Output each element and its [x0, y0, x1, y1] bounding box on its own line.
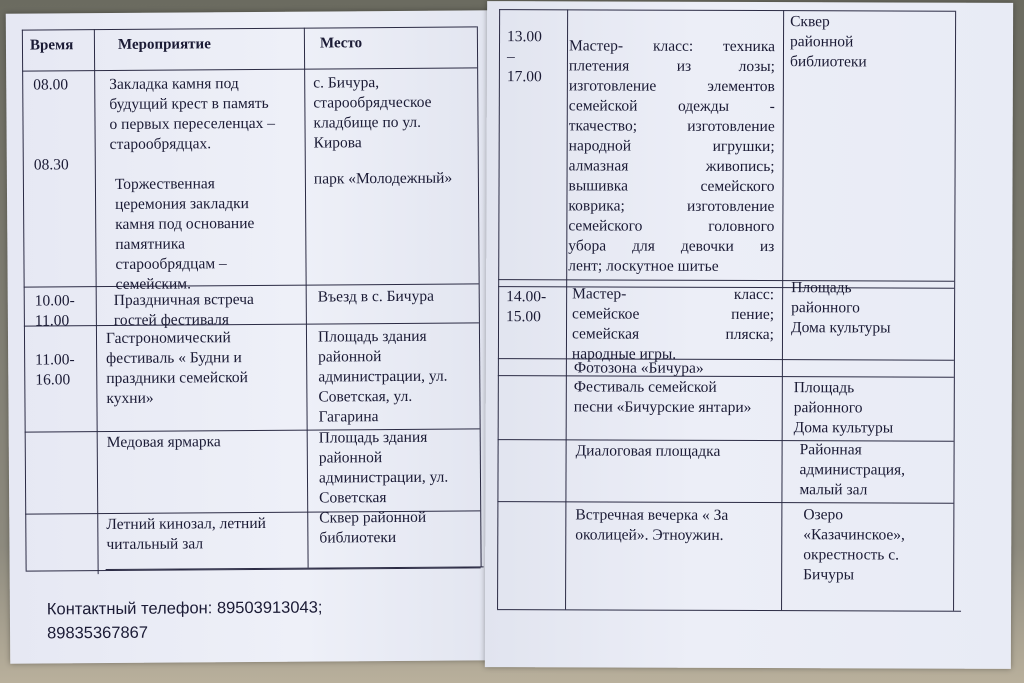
event-line: лент; лоскутное шитье [568, 257, 719, 275]
event-line: вышивка семейского [568, 177, 775, 196]
place-cell: Площадь здания районной администрации, ул. Советская [318, 428, 449, 507]
event-line: коврика; изготовление [568, 197, 775, 216]
time-cell: 10.00- 11.00 [34, 292, 75, 330]
place-cell: Площадь районного Дома культуры [793, 379, 894, 437]
event-line: семейского головного [568, 217, 775, 236]
place-cell: Районная администрация, малый зал [799, 441, 906, 499]
left-page [6, 10, 497, 663]
right-page [485, 1, 1013, 669]
event-cell [572, 284, 774, 365]
event-cell: Закладка камня под будущий крест в память о первых переселенцах – старообрядцах. [109, 75, 276, 153]
time-cell: 14.00- 15.00 [506, 288, 547, 326]
event-cell: Фестиваль семейской песни «Бичурские янтари» [573, 378, 752, 417]
header-event: Мероприятие [117, 36, 211, 53]
header-time: Время [29, 37, 74, 54]
place-cell: Озеро «Казачинское», окрестность с. Бичуры [803, 506, 905, 584]
event-line: народные игры. [571, 345, 677, 363]
time-cell: 13.00 – 17.00 [506, 28, 542, 86]
event-cell: Встречная вечерка « За околицей». Этноужин. [575, 506, 729, 544]
place-cell: Сквер районной библиотеки [319, 508, 427, 547]
event-cell: Гастрономический фестиваль « Будни и праздники семейской кухни» [105, 329, 248, 408]
event-line: алмазная живопись; [568, 157, 775, 176]
event-line: Мастер- класс: техника [568, 37, 776, 56]
event-cell: Летний кинозал, летний читальный зал [106, 514, 266, 554]
event-line: убора для девочки из [568, 237, 775, 256]
place-cell: парк «Молодежный» [313, 169, 453, 188]
event-line: Мастер- класс: [572, 285, 775, 304]
header-place: Место [319, 35, 363, 52]
event-cell: Фотозона «Бичура» [573, 359, 704, 377]
event-line: изготовление элементов [568, 77, 775, 96]
time-cell: 11.00- 16.00 [35, 351, 75, 389]
place-cell: Сквер районной библиотеки [789, 13, 867, 71]
event-line: ткачество; изготовление [568, 117, 775, 136]
place-cell: с. Бичура, старообрядческое кладбище по ул. Кирова [313, 74, 432, 152]
time-cell: 08.30 [33, 156, 69, 174]
event-line: плетения из лозы; [568, 57, 775, 76]
event-cell: Медовая ярмарка [106, 433, 221, 452]
place-cell: Въезд в с. Бичура [317, 287, 435, 306]
time-cell: 08.00 [33, 76, 69, 94]
event-line: семейская пляска; [571, 325, 775, 344]
event-line: семейское пение; [572, 305, 775, 324]
event-cell: Праздничная встреча гостей фестиваля [113, 290, 254, 329]
event-cell: Диалоговая площадка [575, 442, 721, 460]
place-cell: Площадь районного Дома культуры [790, 279, 891, 337]
event-line: народной игрушки; [568, 137, 775, 156]
event-line: семейской одежды - [568, 97, 775, 116]
event-cell: Торжественная церемония закладки камня под основание памятника старообрядцам – семейским. [114, 175, 255, 293]
place-cell: Площадь здания районной администрации, ул. Советская, ул. Гагарина [317, 327, 448, 426]
event-cell [568, 36, 775, 277]
contact-phone: Контактный телефон: 89503913043; 89835367867 [46, 598, 323, 643]
